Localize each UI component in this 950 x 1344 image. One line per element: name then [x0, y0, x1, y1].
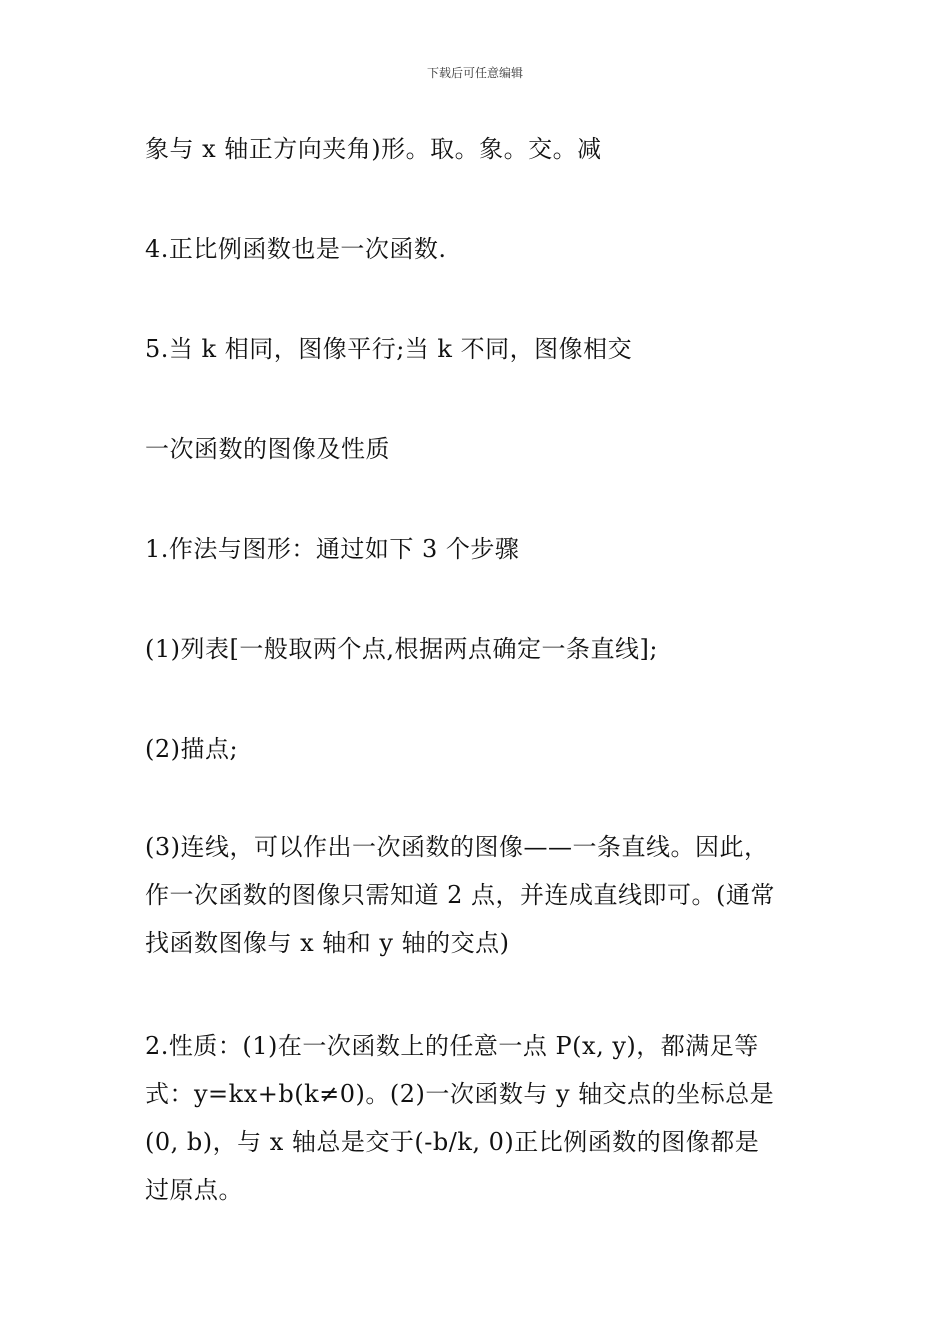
page-header: 下载后可任意编辑: [426, 66, 523, 80]
text-line: 一次函数的图像及性质: [145, 435, 390, 463]
text-line: (1)列表[一般取两个点,根据两点确定一条直线];: [145, 635, 658, 663]
section-heading: [145, 428, 390, 470]
paragraph: [145, 826, 810, 964]
text-line: 2.性质：(1)在一次函数上的任意一点 P(x, y)，都满足等: [145, 1032, 759, 1060]
paragraph: [145, 228, 447, 270]
paragraph: [145, 528, 519, 570]
paragraph: [145, 328, 632, 370]
paragraph: [145, 728, 238, 770]
text-line: 4.正比例函数也是一次函数.: [145, 235, 447, 263]
paragraph: [145, 628, 658, 670]
text-line: (2)描点;: [145, 735, 239, 763]
paragraph: [145, 128, 602, 170]
paragraph: [145, 1025, 810, 1211]
text-line: 5.当 k 相同，图像平行;当 k 不同，图像相交: [145, 335, 633, 363]
text-line: 作一次函数的图像只需知道 2 点，并连成直线即可。(通常: [145, 881, 775, 909]
text-line: 象与 x 轴正方向夹角)形。取。象。交。减: [145, 135, 602, 163]
text-line: 1.作法与图形：通过如下 3 个步骤: [145, 535, 520, 563]
text-line: (3)连线，可以作出一次函数的图像——一条直线。因此，: [145, 833, 769, 861]
text-line: 找函数图像与 x 轴和 y 轴的交点): [145, 929, 510, 957]
text-line: 式：y=kx+b(k≠0)。(2)一次函数与 y 轴交点的坐标总是: [145, 1080, 775, 1108]
text-line: 过原点。: [145, 1176, 243, 1204]
text-line: (0, b)，与 x 轴总是交于(-b/k, 0)正比例函数的图像都是: [145, 1128, 760, 1156]
